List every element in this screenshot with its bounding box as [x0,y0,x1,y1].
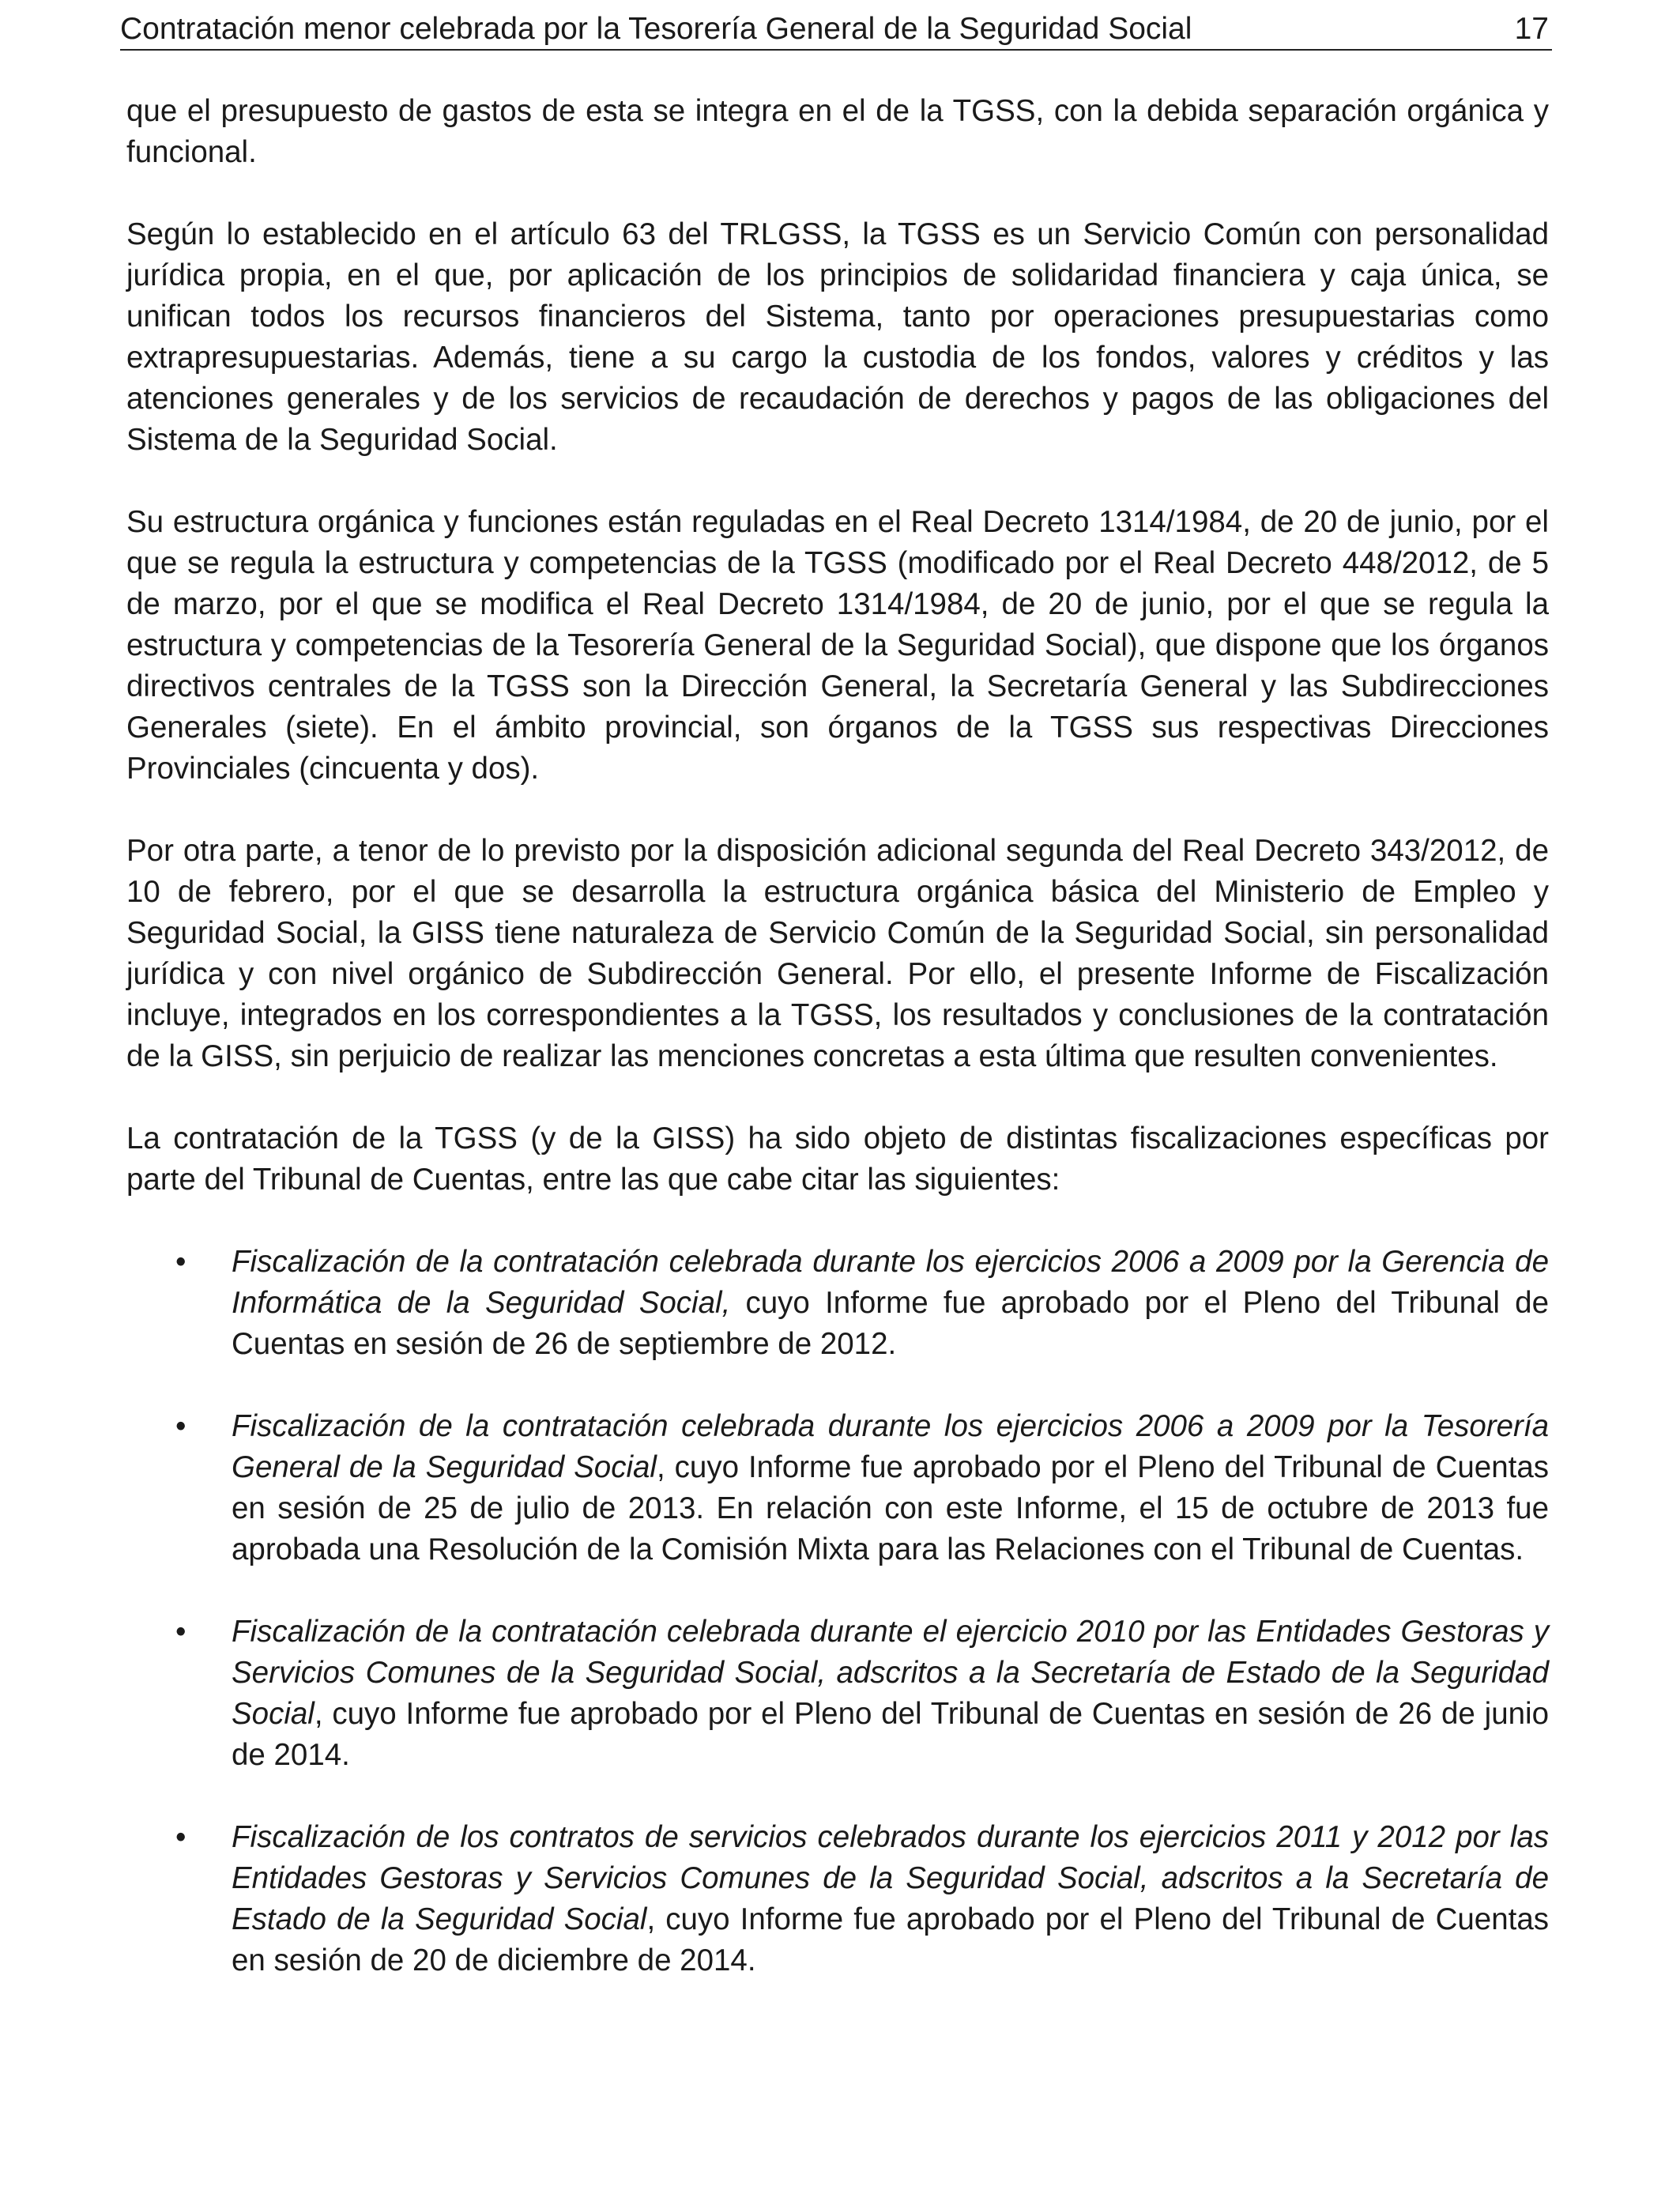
bullet-icon: • [175,1820,186,1854]
paragraph: Su estructura orgánica y funciones están reguladas en el Real Decreto 1314/1984, de 20 de junio, por el que se regula la estructura y competencias de la TGSS (modificado por el Real Decreto 448/2012, de 5 de marzo, por el que se modifica el Real Decreto 1314/1984, de 20 de junio, por el que se regula la estructura y competencias de la Tesorería General de la Seguridad Social), que dispone que los órganos directivos centrales de la TGSS son la Dirección General, la Secretaría General y las Subdirecciones Generales (siete). En el ámbito provincial, son órganos de la TGSS sus respectivas Direcciones Provinciales (cincuenta y dos). [126,505,1549,786]
bullet-icon: • [175,1245,186,1279]
list-item [126,1242,1549,1365]
audit-description: , cuyo Informe fue aprobado por el Pleno del Tribunal de Cuentas en sesión de 25 de julio de 2013. En relación con este Informe, el 15 de octubre de 2013 fue aprobada una Resolución de la Comisión Mixta para las Relaciones con el Tribunal de Cuentas. [232,1450,1549,1566]
header-title: Contratación menor celebrada por la Tesorería General de la Seguridad Social [120,12,1192,46]
audit-title: Fiscalización de la contratación celebrada durante el ejercicio 2010 por las Entidades Gestoras y Servicios Comunes de la Seguridad Social, adscritos a la Secretaría de Estado de la Seguridad Social [232,1615,1549,1731]
page-header [120,11,1552,51]
paragraph: La contratación de la TGSS (y de la GISS) ha sido objeto de distintas fiscalizaciones específicas por parte del Tribunal de Cuentas, entre las que cabe citar las siguientes: [126,1122,1549,1197]
audit-title: Fiscalización de la contratación celebrada durante los ejercicios 2006 a 2009 por la Tesorería General de la Seguridad Social [232,1409,1549,1484]
paragraph: Según lo establecido en el artículo 63 del TRLGSS, la TGSS es un Servicio Común con personalidad jurídica propia, en el que, por aplicación de los principios de solidaridad financiera y caja única, se unifican todos los recursos financieros del Sistema, tanto por operaciones presupuestarias como extrapresupuestarias. Además, tiene a su cargo la custodia de los fondos, valores y créditos y las atenciones generales y de los servicios de recaudación de derechos y pagos de las obligaciones del Sistema de la Seguridad Social. [126,217,1549,457]
audit-description: , cuyo Informe fue aprobado por el Pleno del Tribunal de Cuentas en sesión de 26 de junio de 2014. [232,1697,1549,1772]
list-item [126,1612,1549,1776]
paragraph: Por otra parte, a tenor de lo previsto por la disposición adicional segunda del Real Decreto 343/2012, de 10 de febrero, por el que se desarrolla la estructura orgánica básica del Ministerio de Empleo y Seguridad Social, la GISS tiene naturaleza de Servicio Común de la Seguridad Social, sin personalidad jurídica y con nivel orgánico de Subdirección General. Por ello, el presente Informe de Fiscalización incluye, integrados en los correspondientes a la TGSS, los resultados y conclusiones de la contratación de la GISS, sin perjuicio de realizar las menciones concretas a esta última que resulten convenientes. [126,834,1549,1073]
paragraph: que el presupuesto de gastos de esta se integra en el de la TGSS, con la debida separación orgánica y funcional. [126,94,1549,169]
list-item [126,1406,1549,1570]
audit-title: Fiscalización de la contratación celebrada durante los ejercicios 2006 a 2009 por la Gerencia de Informática de la Seguridad Social, [232,1245,1549,1320]
page-number: 17 [1514,12,1549,46]
bullet-icon: • [175,1615,186,1649]
audit-description: cuyo Informe fue aprobado por el Pleno del Tribunal de Cuentas en sesión de 26 de septiembre de 2012. [232,1286,1550,1361]
audit-list [126,1242,1549,1981]
document-body [126,91,1549,2022]
list-item [126,1817,1549,1981]
bullet-icon: • [175,1409,186,1443]
audit-title: Fiscalización de los contratos de servicios celebrados durante los ejercicios 2011 y 2012 por las Entidades Gestoras y Servicios Comunes de la Seguridad Social, adscritos a la Secretaría de Estado de la Seguridad Social [232,1820,1549,1936]
audit-description: , cuyo Informe fue aprobado por el Pleno del Tribunal de Cuentas en sesión de 20 de diciembre de 2014. [232,1902,1549,1977]
